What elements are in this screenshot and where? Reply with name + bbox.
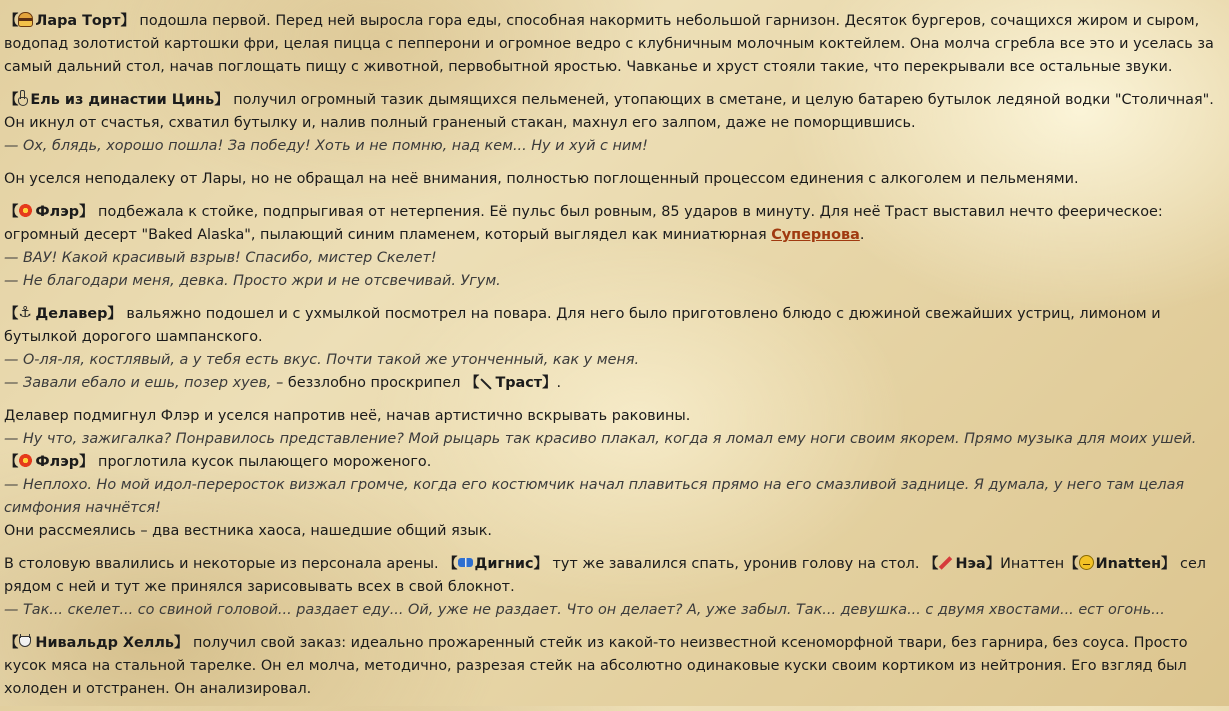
name-bracket: 【 — [4, 13, 19, 29]
narration-text: Инаттен — [1000, 556, 1065, 572]
text-line — [4, 451, 1228, 474]
text-line — [4, 89, 1228, 135]
narration-text: Он уселся неподалеку от Лары, но не обращал на неё внимания, полностью поглощенный процессом единения с алкоголем и пельменями. — [4, 171, 1079, 187]
narration-text: проглотила кусок пылающего мороженого. — [93, 454, 432, 470]
paragraph — [4, 405, 1228, 543]
text-line — [4, 168, 1228, 191]
paragraph — [4, 89, 1228, 158]
dialogue-text: — О-ля-ля, костлявый, а у тебя есть вкус. Почти такой же утонченный, как у меня. — [4, 352, 640, 368]
dialogue-text: — ВАУ! Какой красивый взрыв! Спасибо, мистер Скелет! — [4, 250, 437, 266]
narration-text: Делавер подмигнул Флэр и уселся напротив неё, начав артистично вскрывать раковины. — [4, 408, 691, 424]
text-line — [4, 10, 1228, 79]
hand-icon — [18, 97, 28, 106]
text-line — [4, 520, 1228, 543]
name-bracket: 】 — [107, 306, 122, 322]
paragraph — [4, 168, 1228, 191]
paragraph — [4, 10, 1228, 79]
text-line — [4, 632, 1228, 701]
name-bracket: 】 — [79, 204, 94, 220]
name-bracket: 】 — [214, 92, 229, 108]
character-name: Дигнис — [474, 556, 534, 572]
character-name: Флэр — [35, 454, 80, 470]
narration-text: . — [556, 375, 562, 391]
name-bracket: 】 — [120, 13, 135, 29]
name-bracket: 】 — [533, 556, 548, 572]
dignis-icon — [458, 558, 473, 567]
character-name: Лара Торт — [35, 13, 121, 29]
burger-icon — [18, 12, 33, 27]
text-line — [4, 474, 1228, 520]
text-line — [4, 135, 1228, 158]
text-line — [4, 553, 1228, 599]
text-line — [4, 349, 1228, 372]
paragraph — [4, 553, 1228, 622]
text-line — [4, 405, 1228, 428]
character-name: Ель из династии Цинь — [30, 92, 215, 108]
explosion-icon — [18, 453, 33, 468]
narration-text: Они рассмеялись – два вестника хаоса, нашедшие общий язык. — [4, 523, 493, 539]
name-bracket: 】 — [1161, 556, 1176, 572]
name-bracket: 【 — [4, 92, 19, 108]
character-name: Иnattен — [1095, 556, 1162, 572]
name-bracket: 【 — [4, 306, 19, 322]
story-document — [4, 10, 1228, 711]
name-bracket: 【 — [4, 204, 19, 220]
paragraph — [4, 201, 1228, 293]
narration-text: тут же завалился спать, уронив голову на стол. — [547, 556, 925, 572]
text-line — [4, 247, 1228, 270]
narration-text: В столовую ввалились и некоторые из персонала арены. — [4, 556, 444, 572]
anchor-icon — [18, 305, 33, 320]
name-bracket: 【 — [443, 556, 458, 572]
narration-text: . — [859, 227, 865, 243]
text-line — [4, 201, 1228, 247]
dialogue-text: — Ох, блядь, хорошо пошла! За победу! Хоть и не помню, над кем... Ну и хуй с ним! — [4, 138, 648, 154]
text-line — [4, 303, 1228, 349]
name-bracket: 【 — [4, 635, 19, 651]
narration-text: получил огромный тазик дымящихся пельменей, утопающих в сметане, и целую батарею бутылок ледяной водки "Столичная". Он икнул от счастья, схватил бутылку и, налив полный граненый стакан, махнул его залпом, даже не поморщившись. — [4, 92, 1214, 131]
name-bracket: 【 — [1064, 556, 1079, 572]
wolf-icon — [18, 634, 33, 649]
pen-icon — [481, 378, 492, 389]
paragraph — [4, 303, 1228, 395]
text-line — [4, 428, 1228, 451]
dialogue-text: — Неплохо. Но мой идол-переросток визжал громче, когда его костюмчик начал плавиться прямо на его смазливой заднице. Я думала, у него там целая симфония начнётся! — [4, 477, 1185, 516]
name-bracket: 【 — [4, 454, 19, 470]
character-name: Нивальдр Хелль — [35, 635, 174, 651]
explosion-icon — [18, 203, 33, 218]
narration-text: – беззлобно проскрипел — [271, 375, 466, 391]
name-bracket: 【 — [465, 375, 480, 391]
text-line — [4, 599, 1228, 622]
narration-text: подошла первой. Перед ней выросла гора еды, способная накормить небольшой гарнизон. Десяток бургеров, сочащихся жиром и сыром, водопад золотистой картошки фри, целая пицца с пепперони и огромное ведро с клубничным молочным коктейлем. Она молча сгребла все это и уселась за самый дальний стол, начав поглощать пищу с животной, первобытной яростью. Чавканье и хруст стояли такие, что перекрывали все остальные звуки. — [4, 13, 1214, 75]
dialogue-text: — Не благодари меня, девка. Просто жри и не отсвечивай. Угум. — [4, 273, 501, 289]
name-bracket: 】 — [79, 454, 94, 470]
character-name: Нэа — [955, 556, 986, 572]
dialogue-text: — Так... скелет... со свиной головой... раздает еду... Ой, уже не раздает. Что он делает? А, уже забыл. Так... девушка... с двумя хвостами... ест огонь... — [4, 602, 1165, 618]
dialogue-text: — Ну что, зажигалка? Понравилось представление? Мой рыцарь так красиво плакал, когда я ломал ему ноги своим якорем. Прямо музыка для моих ушей. — [4, 431, 1197, 447]
character-name: Флэр — [35, 204, 80, 220]
name-bracket: 】 — [985, 556, 1001, 572]
text-line — [4, 372, 1228, 395]
character-name: Делавер — [35, 306, 108, 322]
name-bracket: 】 — [173, 635, 189, 651]
text-line — [4, 270, 1228, 293]
name-bracket: 【 — [924, 556, 939, 572]
narration-text: получил свой заказ: идеально прожаренный стейк из какой-то неизвестной ксеноморфной твари, без гарнира, без соуса. Просто кусок мяса на стальной тарелке. Он ел молча, методично, разрезая стейк на абсолютно одинаковые куски своим кортиком из нейтрония. Его взгляд был холоден и отстранен. Он анализировал. — [4, 635, 1188, 697]
narration-text: вальяжно подошел и с ухмылкой посмотрел на повара. Для него было приготовлено блюдо с дюжиной свежайших устриц, лимоном и бутылкой дорогого шампанского. — [4, 306, 1161, 345]
confused-face-icon — [1079, 555, 1094, 570]
term-link[interactable]: Супернова — [771, 227, 860, 243]
dialogue-text: — Завали ебало и ешь, позер хуев, — [4, 375, 272, 391]
character-name: Траст — [495, 375, 543, 391]
narration-text: сел рядом с ней и тут же принялся зарисовывать всех в свой блокнот. — [4, 556, 1206, 595]
narration-text: подбежала к стойке, подпрыгивая от нетерпения. Её пульс был ровным, 85 ударов в минуту. Для неё Траст выставил нечто феерическое: огромный десерт "Baked Alaska", пылающий синим пламенем, который выглядел как миниатюрная — [4, 204, 1163, 243]
name-bracket: 】 — [542, 375, 557, 391]
syringe-icon — [939, 556, 952, 569]
paragraph — [4, 632, 1228, 701]
